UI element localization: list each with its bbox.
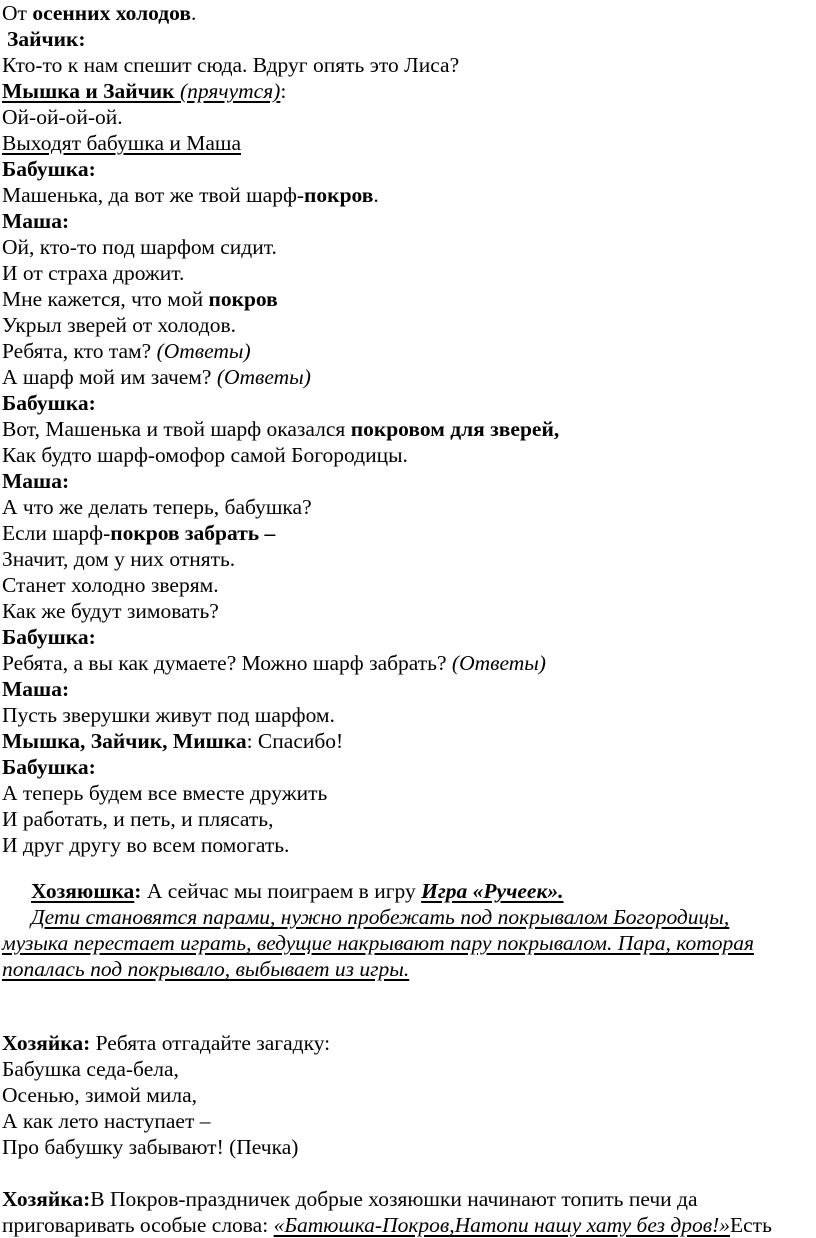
- text-line: Машенька, да вот же твой шарф-покров.: [2, 183, 379, 207]
- text-line: И работать, и петь, и плясать,: [2, 807, 274, 831]
- text-line: Кто-то к нам спешит сюда. Вдруг опять это Лиса?: [2, 53, 460, 77]
- text-line: А шарф мой им зачем? (Ответы): [2, 365, 311, 389]
- speaker-label: Маша:: [2, 469, 70, 493]
- speaker-label: Бабушка:: [2, 391, 96, 415]
- game-instructions: попалась под покрывало, выбывает из игры.: [2, 957, 410, 981]
- text-line: Ой-ой-ой-ой.: [2, 105, 123, 129]
- text-line: Мне кажется, что мой покров: [2, 287, 278, 311]
- text-line: Укрыл зверей от холодов.: [2, 313, 237, 337]
- text-line: Значит, дом у них отнять.: [2, 547, 236, 571]
- text-line: А теперь будем все вместе дружить: [2, 781, 328, 805]
- riddle-line: А как лето наступает –: [2, 1109, 211, 1133]
- text-line: И друг другу во всем помогать.: [2, 833, 290, 857]
- text-line: Ой, кто-то под шарфом сидит.: [2, 235, 277, 259]
- text-line: От осенних холодов.: [2, 1, 197, 25]
- text-line: Как же будут зимовать?: [2, 599, 219, 623]
- speaker-label: Бабушка:: [2, 755, 96, 779]
- text-line: Пусть зверушки живут под шарфом.: [2, 703, 335, 727]
- text-line: И от страха дрожит.: [2, 261, 185, 285]
- text-line: Ребята, кто там? (Ответы): [2, 339, 251, 363]
- text-line: Как будто шарф-омофор самой Богородицы.: [2, 443, 408, 467]
- speaker-line: Мышка и Зайчик (прячутся):: [2, 79, 287, 103]
- speaker-label: Маша:: [2, 209, 70, 233]
- riddle-line: Про бабушку забывают! (Печка): [2, 1135, 299, 1159]
- speaker-line: Мышка, Зайчик, Мишка: Спасибо!: [2, 729, 344, 753]
- speaker-label: Бабушка:: [2, 625, 96, 649]
- speaker-label: Маша:: [2, 677, 70, 701]
- game-instructions: музыка перестает играть, ведущие накрывают пару покрывалом. Пара, которая: [2, 931, 754, 955]
- text-line: Вот, Машенька и твой шарф оказался покровом для зверей,: [2, 417, 560, 441]
- stage-direction: Выходят бабушка и Маша: [2, 131, 242, 155]
- speaker-line: Хозяйка:В Покров-праздничек добрые хозяюшки начинают топить печи да: [2, 1187, 698, 1211]
- text-line: Ребята, а вы как думаете? Можно шарф забрать? (Ответы): [2, 651, 546, 675]
- text-line: приговаривать особые слова: «Батюшка-Покров,Натопи нашу хату без дров!»Есть: [2, 1213, 772, 1237]
- text-line: Станет холодно зверям.: [2, 573, 219, 597]
- game-announcement: Хозяюшка: А сейчас мы поиграем в игру Игра «Ручеек».: [31, 879, 564, 903]
- text-line: А что же делать теперь, бабушка?: [2, 495, 312, 519]
- riddle-line: Осенью, зимой мила,: [2, 1083, 197, 1107]
- riddle-line: Бабушка седа-бела,: [2, 1057, 179, 1081]
- text-line: Если шарф-покров забрать –: [2, 521, 276, 545]
- speaker-line: Хозяйка: Ребята отгадайте загадку:: [2, 1031, 331, 1055]
- speaker-label: Зайчик:: [7, 27, 86, 51]
- speaker-label: Бабушка:: [2, 157, 96, 181]
- game-instructions: Дети становятся парами, нужно пробежать под покрывалом Богородицы,: [31, 905, 730, 929]
